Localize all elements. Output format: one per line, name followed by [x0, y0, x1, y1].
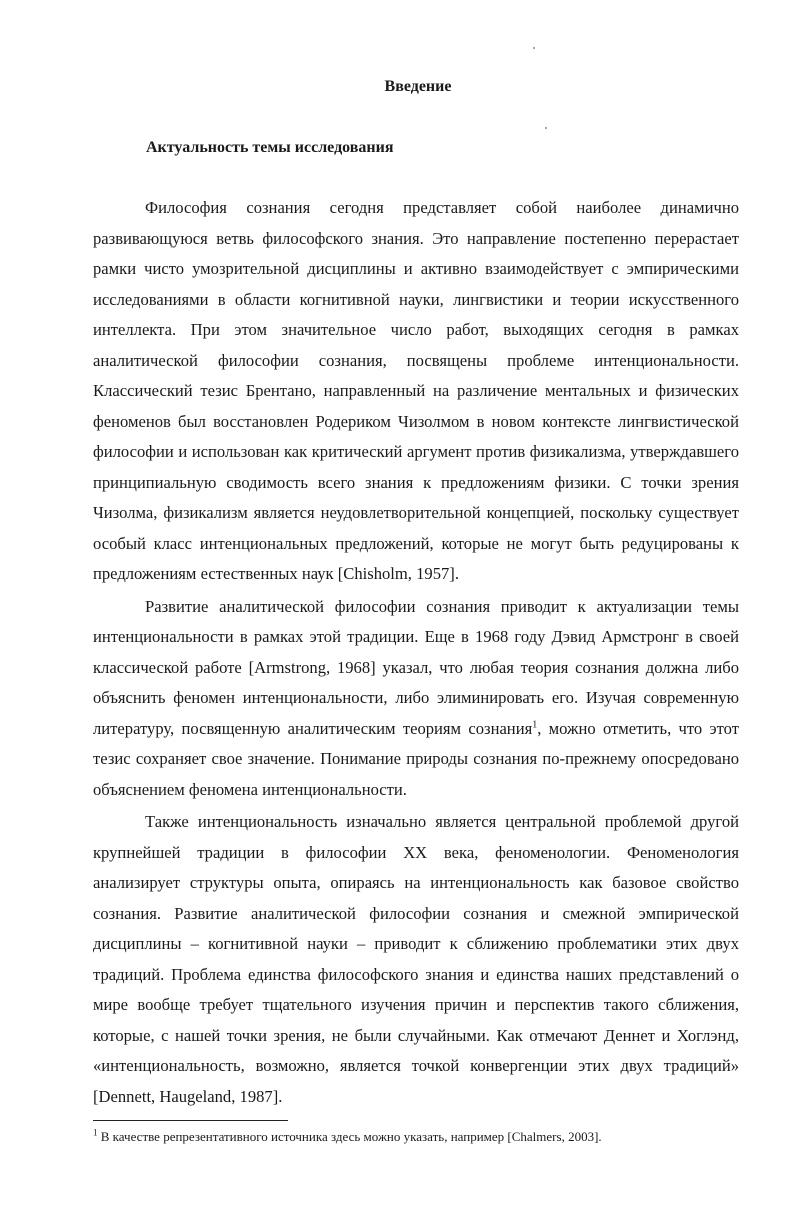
footnote [93, 1128, 739, 1146]
scan-speck [545, 127, 547, 129]
paragraph-text: Развитие аналитической философии сознания приводит к актуализации темы интенциональности в рамках этой традиции. Еще в 1968 году Дэвид Армстронг в своей классической работе [Armstrong, 1968] указал, что любая теория сознания должна либо объяснить феномен интенциональности, либо элиминировать его. Изучая современную литературу, посвященную аналитическим теориям сознания [93, 596, 739, 738]
paragraph: Также интенциональность изначально является центральной проблемой другой крупнейшей традиции в философии XX века, феноменологии. Феноменология анализирует структуры опыта, опираясь на интенциональность как базовое свойство сознания. Развитие аналитической философии сознания и смежной эмпирической дисциплины – когнитивной науки – приводит к сближению проблематики этих двух традиций. Проблема единства философского знания и единства наших представлений о мире вообще требует тщательного изучения причин и перспектив такого сближения, которые, с нашей точки зрения, не были случайными. Как отмечают Деннет и Хоглэнд, «интенциональность, возможно, является точкой конвергенции этих двух традиций» [Dennett, Haugeland, 1987]. [93, 812, 739, 1106]
footnote-reference[interactable]: 1 [532, 718, 538, 730]
paragraph-text: , можно отметить, что этот тезис сохраняет свое значение. Понимание природы сознания по-прежнему опосредовано объяснением феномена интенциональности. [93, 718, 739, 799]
section-heading: Актуальность темы исследования [146, 139, 394, 156]
footnote-divider [93, 1120, 288, 1121]
page-title: Введение [384, 78, 452, 95]
footnote-mark: 1 [93, 1127, 98, 1138]
footnote-text: В качестве репрезентативного источника здесь можно указать, например [Chalmers, 2003]. [97, 1129, 602, 1144]
scan-speck [533, 47, 535, 49]
paragraph [93, 592, 739, 806]
paragraph: Философия сознания сегодня представляет собой наиболее динамично развивающуюся ветвь философского знания. Это направление постепенно перерастает рамки чисто умозрительной дисциплины и активно взаимодействует с эмпирическими исследованиями в области когнитивной науки, лингвистики и теории искусственного интеллекта. При этом значительное число работ, выходящих сегодня в рамках аналитической философии сознания, посвящены проблеме интенциональности. Классический тезис Брентано, направленный на различение ментальных и физических феноменов был восстановлен Родериком Чизолмом в новом контексте лингвистической философии и использован как критический аргумент против физикализма, утверждавшего принципиальную сводимость всего знания к предложениям физики. С точки зрения Чизолма, физикализм является неудовлетворительной концепцией, поскольку существует особый класс интенциональных предложений, которые не могут быть редуцированы к предложениям естественных наук [Chisholm, 1957]. [93, 198, 739, 583]
body-text [93, 193, 739, 1112]
